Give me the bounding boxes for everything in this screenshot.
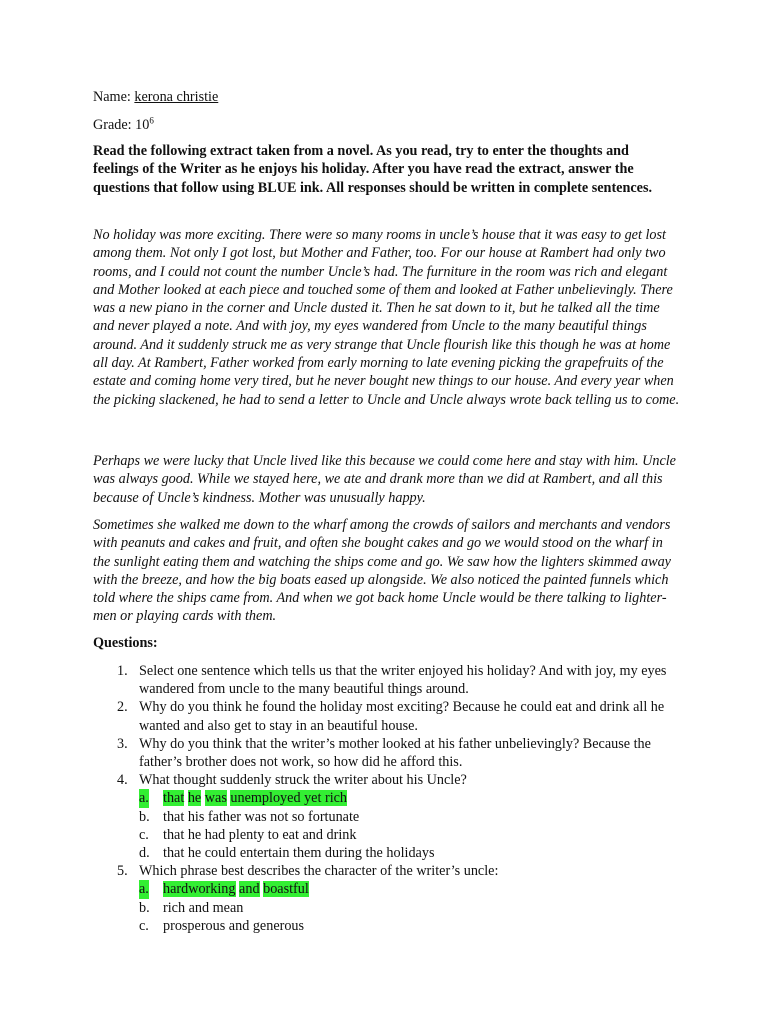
name-line <box>93 88 218 106</box>
student-name: kerona christie <box>134 89 219 105</box>
question-4 <box>117 771 687 862</box>
option-text: that he could entertain them during the holidays <box>163 845 435 862</box>
option-b <box>139 899 687 917</box>
grade-line <box>93 116 154 134</box>
passage-paragraph-1: No holiday was more exciting. There were so many rooms in uncle’s house that it was easy to get lost among them. Not only I got lost, but Mother and Father, too. For our house at Rambert had only two rooms, and I could not count the number Uncle’s had. The furniture in the room was rich and elegant and Mother looked at each piece and touched some of them and looked at Father unbelievingly. There was a new piano in the corner and Uncle dusted it. Then he sat down to it, but he talked all the time and never played a note. And with joy, my eyes wandered from Uncle to the many beautiful things around. And it suddenly struck me as very strange that Uncle flourish like this though he was at home all day. At Rambert, Father worked from early morning to late evening picking the grapefruits of the estate and coming home very tired, but he never bought new things to our house. And every year when the picking slackened, he had to send a letter to Uncle and Uncle always wrote back telling us to come. <box>93 227 680 408</box>
grade-label: Grade: <box>93 117 132 133</box>
question-text: Why do you think he found the holiday most exciting? Because he could eat and drink all he wanted and also get to stay in an beautiful house. <box>139 699 665 734</box>
questions-heading: Questions: <box>93 635 158 651</box>
option-letter: a. <box>139 881 149 898</box>
option-d <box>139 844 687 862</box>
question-number: 5. <box>117 863 128 880</box>
option-c <box>139 826 687 844</box>
passage-paragraph-3: Sometimes she walked me down to the wharf among the crowds of sailors and merchants and vendors with peanuts and cakes and fruit, and often she bought cakes and go we would stood on the wharf in the sunlight eating them and watching the ships come and go. We saw how the lighters skimmed away with the breeze, and how the big boats eased up alongside. We also noticed the painted funnels which told where the ships came from. And when we got back home Uncle would be there talking to lighter- men or playing cards with them. <box>93 517 671 625</box>
question-number: 1. <box>117 663 128 679</box>
highlighted-word: and <box>239 881 260 898</box>
option-letter: a. <box>139 790 149 807</box>
question-5 <box>117 862 687 935</box>
option-letter: d. <box>139 845 150 862</box>
highlighted-word: unemployed yet rich <box>230 790 348 807</box>
option-text: that his father was not so fortunate <box>163 808 360 825</box>
option-text: prosperous and generous <box>163 917 305 934</box>
question-2 <box>117 698 687 734</box>
option-b <box>139 808 687 826</box>
option-letter: c. <box>139 826 149 843</box>
highlighted-word: was <box>204 790 227 807</box>
question-text: What thought suddenly struck the writer about his Uncle? <box>139 772 467 789</box>
option-c <box>139 917 687 935</box>
questions-list <box>117 662 687 935</box>
question-text: Why do you think that the writer’s mother looked at his father unbelievingly? Because the father’s brother does not work, so how did he afford this. <box>139 735 651 771</box>
passage-paragraph-2: Perhaps we were lucky that Uncle lived like this because we could come here and stay with him. Uncle was always good. While we stayed here, we ate and drank more than we did at Rambert, and all this because of Uncle’s kindness. Mother was unusually happy. <box>93 453 676 506</box>
question-text: Which phrase best describes the character of the writer’s uncle: <box>139 863 499 880</box>
grade-value: 10 <box>135 117 150 133</box>
option-a-selected <box>139 789 687 807</box>
name-label: Name: <box>93 89 131 105</box>
option-text: rich and mean <box>163 899 244 916</box>
question-3 <box>117 735 687 771</box>
option-a-selected <box>139 880 687 898</box>
highlighted-word: he <box>187 790 202 807</box>
option-text: that he had plenty to eat and drink <box>163 826 357 843</box>
option-letter: b. <box>139 808 150 825</box>
highlighted-word: hardworking <box>163 881 236 898</box>
question-number: 4. <box>117 772 128 789</box>
question-number: 3. <box>117 735 128 752</box>
highlighted-word: that <box>163 790 185 807</box>
option-letter: c. <box>139 917 149 934</box>
option-letter: b. <box>139 899 150 916</box>
grade-superscript: 6 <box>149 115 154 126</box>
question-5-options <box>139 880 687 935</box>
instructions: Read the following extract taken from a novel. As you read, try to enter the thoughts and feelings of the Writer as he enjoys his holiday. After you have read the extract, answer the questions that follow using BLUE ink. All responses should be written in complete sentences. <box>93 143 653 196</box>
question-4-options <box>139 789 687 862</box>
question-1 <box>117 662 687 698</box>
question-number: 2. <box>117 699 128 716</box>
highlighted-word: boastful <box>263 881 309 898</box>
question-text: Select one sentence which tells us that the writer enjoyed his holiday? And with joy, my eyes wandered from uncle to the many beautiful things around. <box>139 663 667 698</box>
